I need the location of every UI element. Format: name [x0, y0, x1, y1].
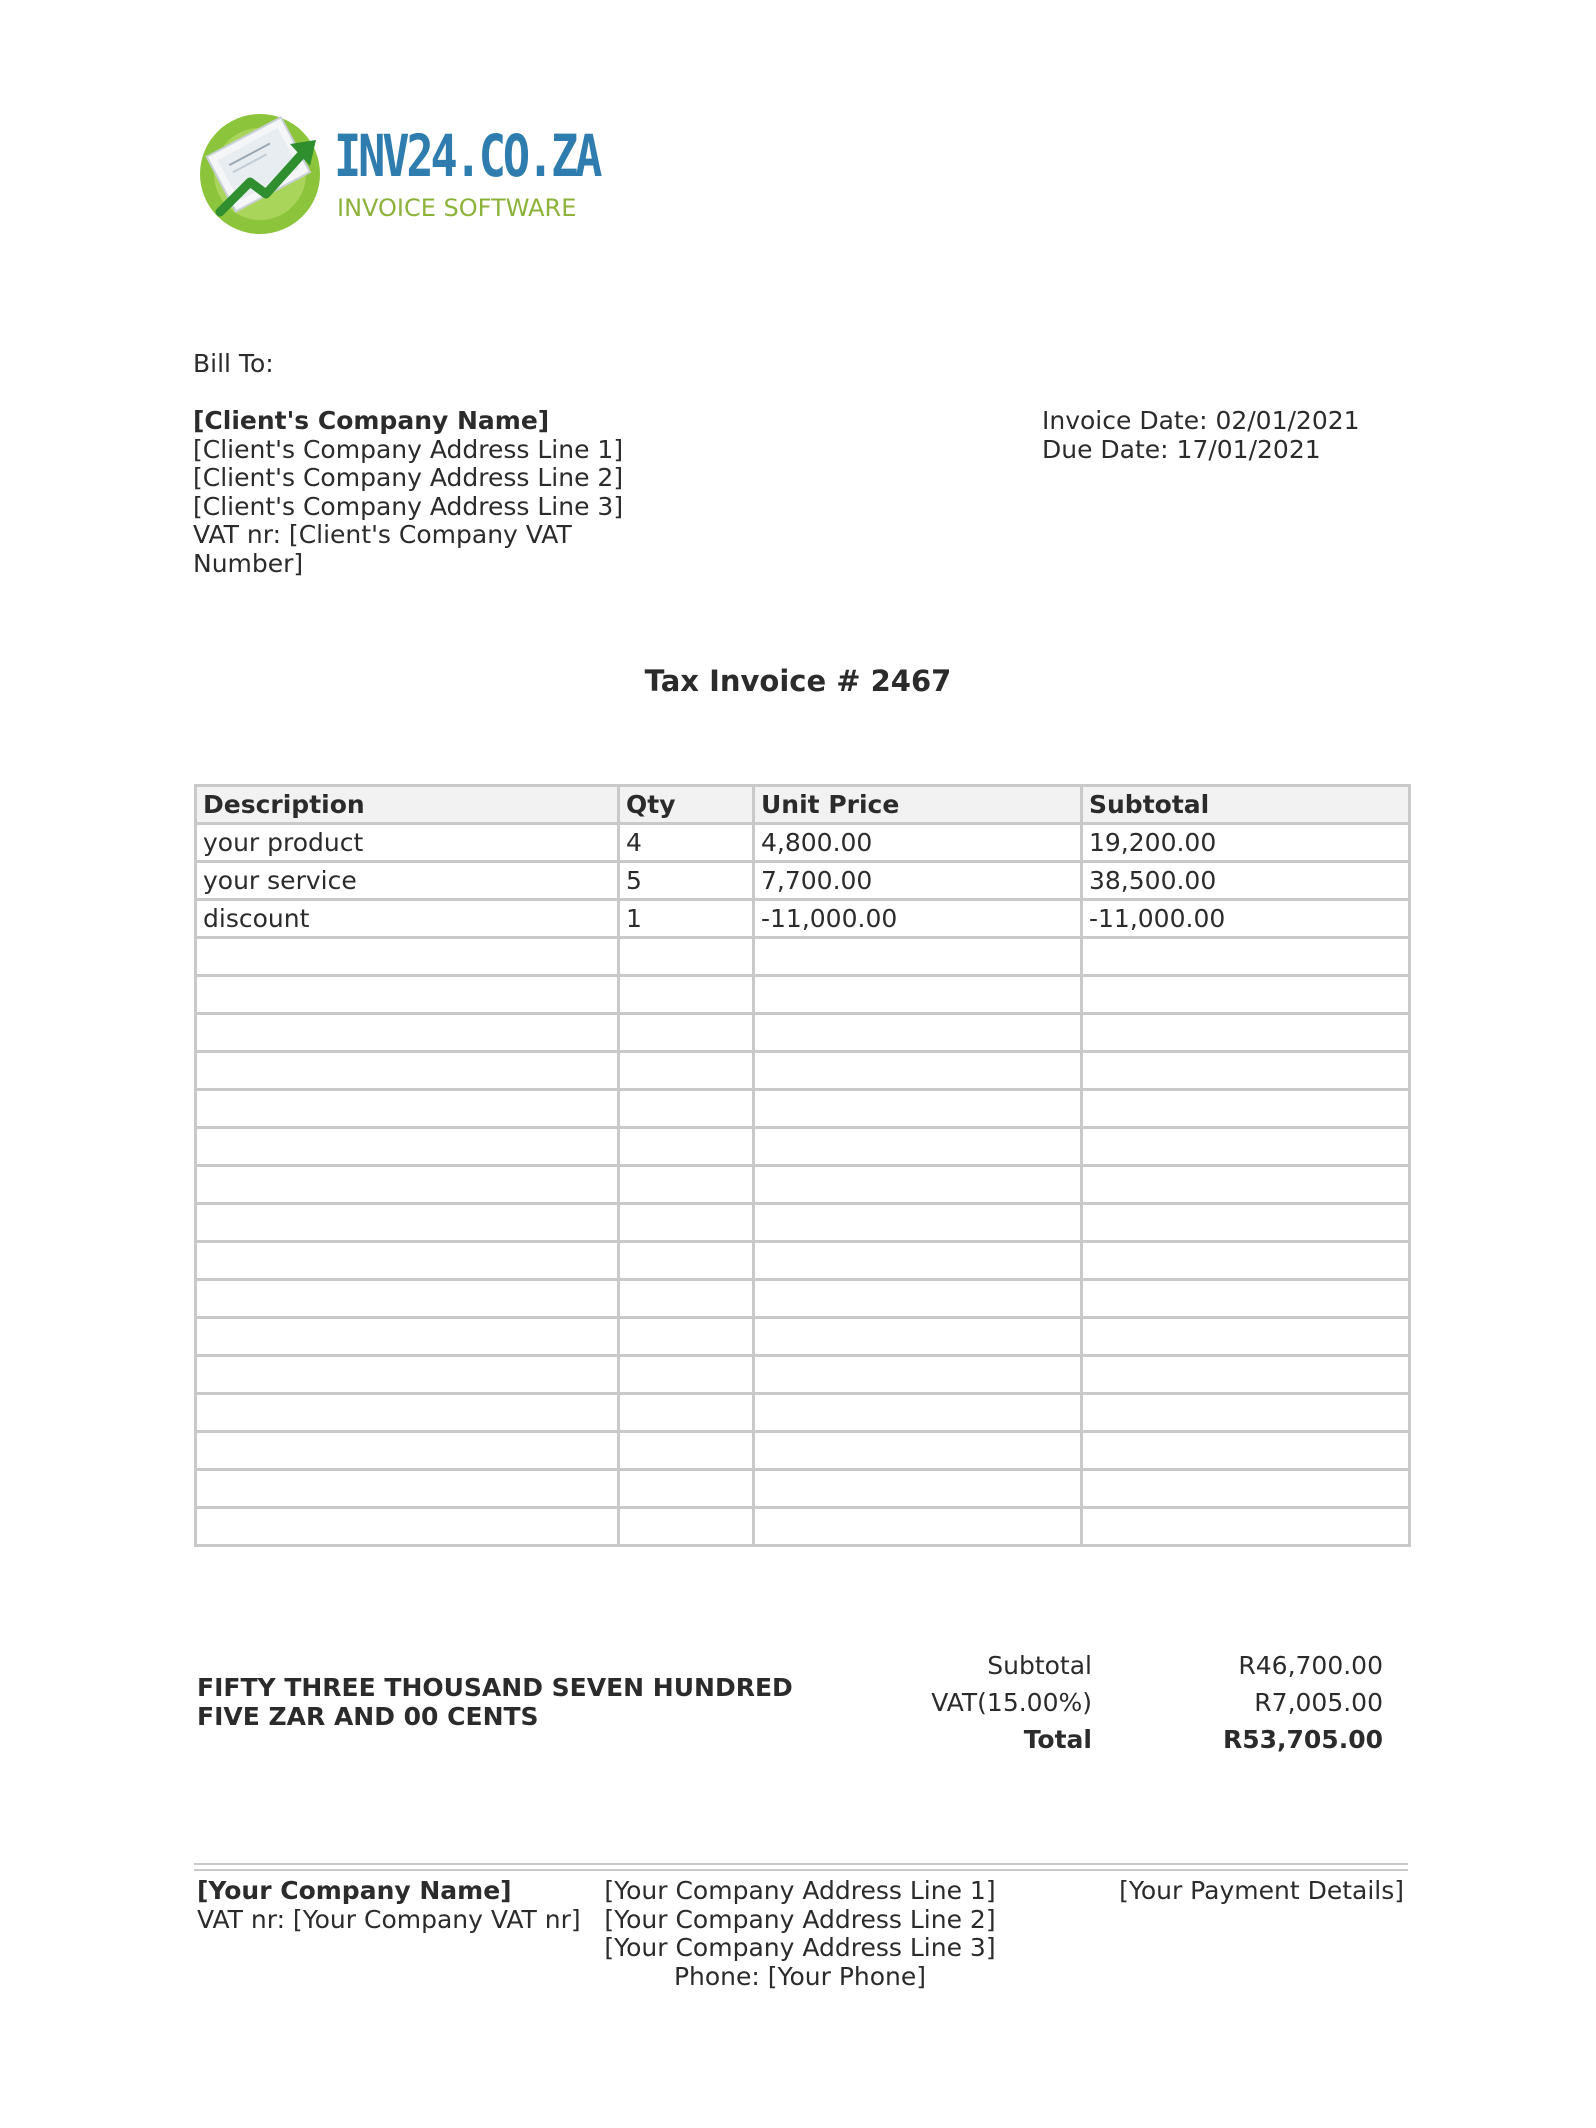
cell-description	[196, 1090, 619, 1128]
amount-in-words	[197, 1673, 793, 1731]
footer-company-name: [Your Company Name]	[197, 1876, 512, 1905]
cell-qty	[619, 1280, 754, 1318]
invoice-dates	[1042, 407, 1360, 464]
cell-description	[196, 976, 619, 1014]
cell-subtotal	[1082, 1090, 1410, 1128]
table-row	[196, 1318, 1410, 1356]
cell-unit-price	[754, 1204, 1082, 1242]
logo-wordmark: INV24.CO.ZA	[334, 122, 600, 190]
cell-subtotal	[1082, 976, 1410, 1014]
cell-unit-price	[754, 1052, 1082, 1090]
cell-unit-price	[754, 1242, 1082, 1280]
cell-subtotal: 19,200.00	[1082, 824, 1410, 862]
company-logo	[196, 100, 616, 240]
table-row	[196, 1508, 1410, 1546]
table-row	[196, 1280, 1410, 1318]
cell-qty	[619, 1204, 754, 1242]
logo-tagline: INVOICE SOFTWARE	[337, 194, 577, 222]
header-description: Description	[196, 786, 619, 824]
cell-description	[196, 1242, 619, 1280]
cell-qty	[619, 1394, 754, 1432]
client-address-line-1: [Client's Company Address Line 1]	[193, 434, 624, 464]
footer-payment-details: [Your Payment Details]	[1119, 1876, 1404, 1905]
cell-subtotal	[1082, 1242, 1410, 1280]
cell-unit-price	[754, 1356, 1082, 1394]
cell-subtotal	[1082, 1128, 1410, 1166]
table-row	[196, 900, 1410, 938]
cell-qty: 4	[619, 824, 754, 862]
cell-subtotal	[1082, 1204, 1410, 1242]
cell-description	[196, 1432, 619, 1470]
table-row	[196, 1166, 1410, 1204]
cell-unit-price	[754, 1432, 1082, 1470]
cell-qty	[619, 1470, 754, 1508]
cell-qty	[619, 1432, 754, 1470]
client-vat-line-2: Number]	[193, 548, 304, 578]
cell-unit-price: 4,800.00	[754, 824, 1082, 862]
cell-unit-price	[754, 1394, 1082, 1432]
table-row	[196, 938, 1410, 976]
invoice-title: Tax Invoice # 2467	[644, 664, 952, 698]
cell-qty: 1	[619, 900, 754, 938]
cell-unit-price	[754, 976, 1082, 1014]
cell-subtotal	[1082, 1318, 1410, 1356]
cell-subtotal	[1082, 1280, 1410, 1318]
cell-subtotal	[1082, 1394, 1410, 1432]
table-row	[196, 1014, 1410, 1052]
cell-unit-price	[754, 1090, 1082, 1128]
client-vat-line-1: VAT nr: [Client's Company VAT	[193, 520, 572, 549]
header-unit-price: Unit Price	[754, 786, 1082, 824]
cell-description	[196, 1014, 619, 1052]
client-address-line-3: [Client's Company Address Line 3]	[193, 491, 624, 521]
table-row	[196, 1356, 1410, 1394]
cell-subtotal	[1082, 1166, 1410, 1204]
table-row	[196, 976, 1410, 1014]
footer-company-vat: VAT nr: [Your Company VAT nr]	[197, 1904, 581, 1934]
cell-subtotal	[1082, 1432, 1410, 1470]
header-subtotal: Subtotal	[1082, 786, 1410, 824]
cell-description	[196, 1128, 619, 1166]
cell-unit-price	[754, 1318, 1082, 1356]
cell-subtotal: 38,500.00	[1082, 862, 1410, 900]
cell-qty	[619, 1318, 754, 1356]
cell-unit-price	[754, 1014, 1082, 1052]
cell-description: discount	[196, 900, 619, 938]
cell-qty	[619, 1356, 754, 1394]
bill-to-label: Bill To:	[193, 349, 274, 378]
table-row	[196, 1128, 1410, 1166]
cell-qty	[619, 1242, 754, 1280]
cell-description: your service	[196, 862, 619, 900]
cell-subtotal	[1082, 938, 1410, 976]
cell-subtotal	[1082, 1014, 1410, 1052]
table-row	[196, 1470, 1410, 1508]
cell-qty	[619, 976, 754, 1014]
cell-qty	[619, 1508, 754, 1546]
cell-unit-price	[754, 1280, 1082, 1318]
cell-description	[196, 1508, 619, 1546]
table-row	[196, 824, 1410, 862]
invoice-growth-arrow-icon	[196, 100, 326, 240]
cell-qty	[619, 1090, 754, 1128]
cell-unit-price	[754, 1508, 1082, 1546]
table-row	[196, 862, 1410, 900]
amount-in-words-line-2: FIVE ZAR AND 00 CENTS	[197, 1702, 539, 1731]
client-address-line-2: [Client's Company Address Line 2]	[193, 463, 624, 492]
footer-address-line-1: [Your Company Address Line 1]	[604, 1876, 996, 1905]
header-qty: Qty	[619, 786, 754, 824]
footer-address	[580, 1877, 1020, 1991]
cell-unit-price	[754, 938, 1082, 976]
table-row	[196, 1432, 1410, 1470]
invoice-date: Invoice Date: 02/01/2021	[1042, 406, 1360, 435]
cell-unit-price: -11,000.00	[754, 900, 1082, 938]
table-row	[196, 1052, 1410, 1090]
total-label: Total	[1023, 1725, 1092, 1754]
footer-address-line-3: [Your Company Address Line 3]	[604, 1933, 996, 1962]
cell-description	[196, 1356, 619, 1394]
cell-unit-price	[754, 1166, 1082, 1204]
amount-in-words-line-1: FIFTY THREE THOUSAND SEVEN HUNDRED	[197, 1673, 793, 1702]
vat-label: VAT(15.00%)	[931, 1688, 1092, 1717]
cell-description	[196, 1394, 619, 1432]
cell-description	[196, 1470, 619, 1508]
total-value: R53,705.00	[1222, 1725, 1383, 1754]
cell-subtotal: -11,000.00	[1082, 900, 1410, 938]
cell-unit-price: 7,700.00	[754, 862, 1082, 900]
cell-subtotal	[1082, 1508, 1410, 1546]
client-company-name: [Client's Company Name]	[193, 406, 550, 435]
footer-address-line-2: [Your Company Address Line 2]	[604, 1904, 996, 1934]
cell-description	[196, 1204, 619, 1242]
due-date: Due Date: 17/01/2021	[1042, 434, 1321, 464]
cell-subtotal	[1082, 1356, 1410, 1394]
table-header-row	[196, 786, 1410, 824]
footer-divider	[194, 1863, 1408, 1865]
subtotal-label: Subtotal	[987, 1651, 1092, 1680]
client-block	[193, 407, 623, 578]
cell-description	[196, 1166, 619, 1204]
footer-divider-inner	[194, 1869, 1408, 1871]
cell-description	[196, 1318, 619, 1356]
cell-unit-price	[754, 1470, 1082, 1508]
cell-description: your product	[196, 824, 619, 862]
cell-qty	[619, 938, 754, 976]
subtotal-value: R46,700.00	[1238, 1651, 1383, 1680]
footer-phone: Phone: [Your Phone]	[673, 1961, 927, 1991]
cell-qty	[619, 1166, 754, 1204]
cell-description	[196, 938, 619, 976]
vat-value: R7,005.00	[1254, 1688, 1383, 1717]
cell-description	[196, 1280, 619, 1318]
cell-qty	[619, 1128, 754, 1166]
cell-qty: 5	[619, 862, 754, 900]
line-items-table	[194, 784, 1411, 1547]
cell-qty	[619, 1014, 754, 1052]
table-row	[196, 1204, 1410, 1242]
table-row	[196, 1090, 1410, 1128]
table-row	[196, 1394, 1410, 1432]
footer-company	[197, 1877, 581, 1934]
cell-unit-price	[754, 1128, 1082, 1166]
cell-description	[196, 1052, 619, 1090]
cell-subtotal	[1082, 1052, 1410, 1090]
cell-subtotal	[1082, 1470, 1410, 1508]
cell-qty	[619, 1052, 754, 1090]
table-row	[196, 1242, 1410, 1280]
